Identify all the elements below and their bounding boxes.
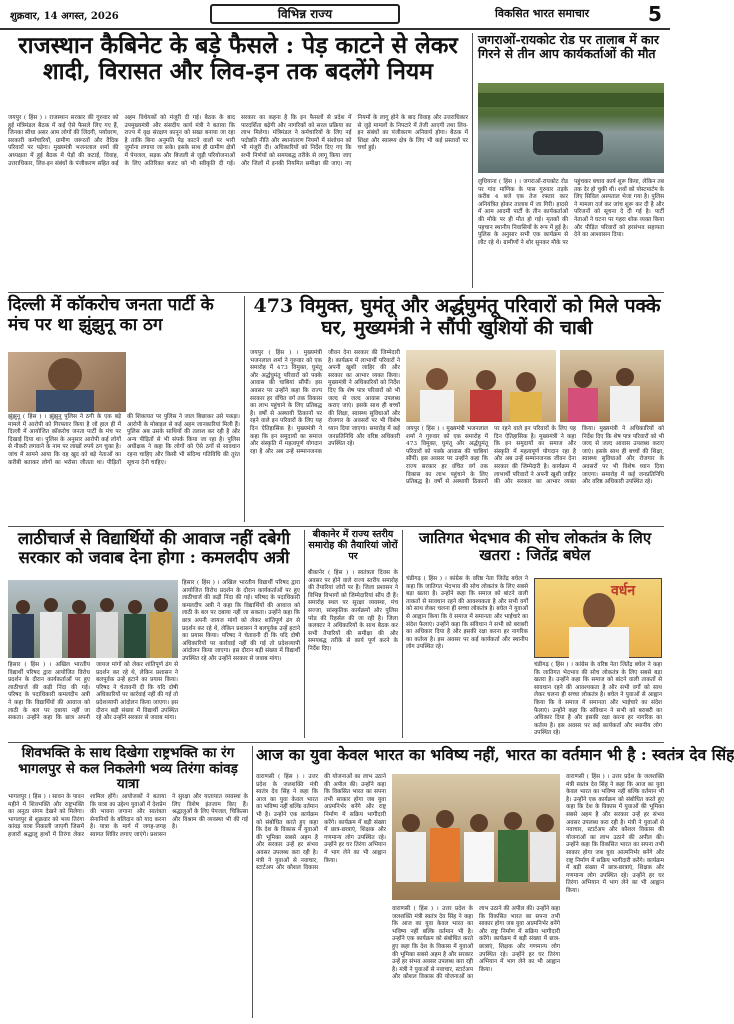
story-cockroach-party (8, 296, 240, 522)
story-housing-families (250, 296, 664, 522)
story-cockroach-party-headline: दिल्ली में कॉकरोच जनता पार्टी के मंच पर था झुंझुनू का ठग (8, 295, 214, 335)
story-caste-discrimination-body: चंडीगढ़ ( हिंस ) । कांग्रेस के वरिष्ठ नेता जितेंद्र बघेल ने कहा कि जातिगत भेदभाव की सोच लोकतंत्र के लिए सबसे बड़ा खतरा है। उन्होंने कहा कि समाज को बांटने वाली ताकतों से सावधान रहने की आवश्यकता है और सभी वर्गों को साथ लेकर चलना ही सच्चा लोकतंत्र है। बघेल ने युवाओं से आह्वान किया कि वे समाज में समानता और भाईचारे का संदेश फैलाएं। उन्होंने कहा कि संविधान ने सभी को बराबरी का अधिकार दिया है और इसकी रक्षा करना हर नागरिक का कर्तव्य है। इस अवसर पर कई कार्यकर्ता और स्थानीय लोग उपस्थित रहे। (406, 576, 529, 651)
story-bikaner-ceremony-body: बीकानेर ( हिंस ) । स्वतंत्रता दिवस के अवसर पर होने वाले राज्य स्तरीय समारोह की तैयारियां जोरों पर हैं। जिला प्रशासन ने विभिन्न विभागों को जिम्मेदारियां सौंप दी हैं। समारोह स्थल पर सुरक्षा व्यवस्था, मंच सज्जा, सांस्कृतिक कार्यक्रमों और पुलिस परेड की रिहर्सल की जा रही है। जिला कलक्टर ने अधिकारियों के साथ बैठक कर सभी तैयारियों की समीक्षा की और समयबद्ध तरीके से कार्य पूर्ण करने के निर्देश दिए। (308, 570, 398, 652)
story-youth-future (256, 745, 734, 1018)
youth-event-photo (392, 774, 560, 900)
divider (472, 33, 473, 288)
story-caste-discrimination-headline: जातिगत भेदभाव की सोच लोकतंत्र के लिए खतरा : जितेंद्र बघेल (418, 529, 652, 565)
story-housing-families-body: जयपुर ( हिंस ) । मुख्यमंत्री भजनलाल शर्मा ने गुरुवार को एक समारोह में 473 विमुक्त, घुमंतू और अर्द्धघुमंतू परिवारों को पक्के आवास की चाबियां सौंपीं। इस अवसर पर उन्होंने कहा कि राज्य सरकार हर वंचित वर्ग तक विकास का लाभ पहुंचाने के लिए प्रतिबद्ध है। वर्षों से अस्थायी ठिकानों पर रहने वाले इन परिवारों के लिए यह दिन ऐतिहासिक है। मुख्यमंत्री ने कहा कि इन समुदायों का समाज और संस्कृति में महत्वपूर्ण योगदान रहा है और अब उन्हें सम्मानजनक जीवन देना सरकार की जिम्मेदारी है। कार्यक्रम में लाभार्थी परिवारों ने अपनी खुशी जाहिर की और सरकार का आभार व्यक्त किया। मुख्यमंत्री ने अधिकारियों को निर्देश दिए कि शेष पात्र परिवारों को भी जल्द से जल्द आवास उपलब्ध कराए जाएं। इसके साथ ही बच्चों की शिक्षा, स्वास्थ्य सुविधाओं और रोजगार के अवसरों पर भी विशेष ध्यान दिया जाएगा। समारोह में कई जनप्रतिनिधि और वरिष्ठ अधिकारी उपस्थित रहे। (250, 350, 400, 455)
divider (304, 530, 305, 738)
story-housing-families-body-continued: जयपुर ( हिंस ) । मुख्यमंत्री भजनलाल शर्मा ने गुरुवार को एक समारोह में 473 विमुक्त, घुमंतू और अर्द्धघुमंतू परिवारों को पक्के आवास की चाबियां सौंपीं। इस अवसर पर उन्होंने कहा कि राज्य सरकार हर वंचित वर्ग तक विकास का लाभ पहुंचाने के लिए प्रतिबद्ध है। वर्षों से अस्थायी ठिकानों पर रहने वाले इन परिवारों के लिए यह दिन ऐतिहासिक है। मुख्यमंत्री ने कहा कि इन समुदायों का समाज और संस्कृति में महत्वपूर्ण योगदान रहा है और अब उन्हें सम्मानजनक जीवन देना सरकार की जिम्मेदारी है। कार्यक्रम में लाभार्थी परिवारों ने अपनी खुशी जाहिर की और सरकार का आभार व्यक्त किया। मुख्यमंत्री ने अधिकारियों को निर्देश दिए कि शेष पात्र परिवारों को भी जल्द से जल्द आवास उपलब्ध कराए जाएं। इसके साथ ही बच्चों की शिक्षा, स्वास्थ्य सुविधाओं और रोजगार के अवसरों पर भी विशेष ध्यान दिया जाएगा। समारोह में कई जनप्रतिनिधि और वरिष्ठ अधिकारी उपस्थित रहे। (406, 426, 664, 486)
student-protest-photo (8, 580, 178, 658)
story-bikaner-ceremony (308, 530, 398, 738)
story-bikaner-ceremony-headline: बीकानेर में राज्य स्तरीय समारोह की तैयारियां जोरों पर (308, 529, 398, 562)
story-rajasthan-cabinet-headline: राजस्थान कैबिनेट के बड़े फैसले : पेड़ काटने से लेकर शादी, विरासत और लिव-इन तक बदलेंगे नियम (18, 32, 458, 86)
story-lathicharge-body: हिसार ( हिंस ) । अखिल भारतीय विद्यार्थी परिषद द्वारा आयोजित विरोध प्रदर्शन के दौरान कार्यकर्ताओं पर हुए लाठीचार्ज की कड़ी निंदा की गई। परिषद के पदाधिकारी कमलदीप अत्री ने कहा कि विद्यार्थियों की आवाज को लाठी के बल पर दबाया नहीं जा सकता। उन्होंने कहा कि छात्र अपनी जायज मांगों को लेकर शांतिपूर्ण ढंग से प्रदर्शन कर रहे थे, लेकिन प्रशासन ने बलपूर्वक उन्हें हटाने का प्रयास किया। परिषद ने चेतावनी दी कि यदि दोषी अधिकारियों पर कार्रवाई नहीं की गई तो प्रदेशव्यापी आंदोलन किया जाएगा। इस दौरान बड़ी संख्या में विद्यार्थी उपस्थित रहे और उन्होंने सरकार से जवाब मांगा। (182, 580, 300, 662)
pond-accident-photo (478, 83, 664, 173)
divider (8, 292, 664, 293)
story-caste-discrimination-body-continued: चंडीगढ़ ( हिंस ) । कांग्रेस के वरिष्ठ नेता जितेंद्र बघेल ने कहा कि जातिगत भेदभाव की सोच लोकतंत्र के लिए सबसे बड़ा खतरा है। उन्होंने कहा कि समाज को बांटने वाली ताकतों से सावधान रहने की आवश्यकता है और सभी वर्गों को साथ लेकर चलना ही सच्चा लोकतंत्र है। बघेल ने युवाओं से आह्वान किया कि वे समाज में समानता और भाईचारे का संदेश फैलाएं। उन्होंने कहा कि संविधान ने सभी को बराबरी का अधिकार दिया है और इसकी रक्षा करना हर नागरिक का कर्तव्य है। इस अवसर पर कई कार्यकर्ता और स्थानीय लोग उपस्थित रहे। (534, 662, 662, 737)
story-youth-future-body: वाराणसी ( हिंस ) । उत्तर प्रदेश के जलशक्ति मंत्री स्वतंत्र देव सिंह ने कहा कि आज का युवा केवल भारत का भविष्य नहीं बल्कि वर्तमान भी है। उन्होंने एक कार्यक्रम को संबोधित करते हुए कहा कि देश के विकास में युवाओं की भूमिका सबसे अहम है और सरकार उन्हें हर संभव अवसर उपलब्ध करा रही है। मंत्री ने युवाओं से नवाचार, स्टार्टअप और कौशल विकास की योजनाओं का लाभ उठाने की अपील की। उन्होंने कहा कि विकसित भारत का सपना तभी साकार होगा जब युवा आत्मनिर्भर बनेंगे और राष्ट्र निर्माण में सक्रिय भागीदारी करेंगे। कार्यक्रम में बड़ी संख्या में छात्र-छात्राएं, शिक्षक और गणमान्य लोग उपस्थित रहे। उन्होंने हर घर तिरंगा अभियान में भाग लेने का भी आह्वान किया। (256, 774, 386, 872)
cm-handing-keys-photo (406, 350, 556, 422)
story-tiranga-kanwar (8, 746, 248, 1018)
story-lathicharge (8, 530, 300, 738)
story-car-accident (478, 33, 664, 288)
divider (8, 742, 664, 743)
masthead-section: विभिन्न राज्य (210, 4, 400, 24)
beneficiaries-photo (560, 350, 664, 422)
story-youth-future-headline: आज का युवा केवल भारत का भविष्य नहीं, भारत का वर्तमान भी है : स्वतंत्र देव सिंह (256, 745, 734, 764)
story-youth-future-body-continued: वाराणसी ( हिंस ) । उत्तर प्रदेश के जलशक्ति मंत्री स्वतंत्र देव सिंह ने कहा कि आज का युवा केवल भारत का भविष्य नहीं बल्कि वर्तमान भी है। उन्होंने एक कार्यक्रम को संबोधित करते हुए कहा कि देश के विकास में युवाओं की भूमिका सबसे अहम है और सरकार उन्हें हर संभव अवसर उपलब्ध करा रही है। मंत्री ने युवाओं से नवाचार, स्टार्टअप और कौशल विकास की योजनाओं का लाभ उठाने की अपील की। उन्होंने कहा कि विकसित भारत का सपना तभी साकार होगा जब युवा आत्मनिर्भर बनेंगे और राष्ट्र निर्माण में सक्रिय भागीदारी करेंगे। कार्यक्रम में बड़ी संख्या में छात्र-छात्राएं, शिक्षक और गणमान्य लोग उपस्थित रहे। उन्होंने हर घर तिरंगा अभियान में भाग लेने का भी आह्वान किया। (392, 906, 560, 981)
divider (244, 296, 245, 522)
jitendra-baghel-photo (534, 578, 662, 658)
divider (402, 530, 403, 738)
story-rajasthan-cabinet (8, 33, 468, 288)
masthead (0, 0, 670, 30)
story-car-accident-headline: जगराओं-रायकोट रोड पर तालाब में कार गिरने से तीन आप कार्यकर्ताओं की मौत (478, 32, 660, 62)
story-tiranga-kanwar-body: भागलपुर ( हिंस ) । सावन के पावन महीने में शिवभक्ति और राष्ट्रभक्ति का अनूठा संगम देखने को मिलेगा। भागलपुर से शुक्रवार को भव्य तिरंगा कांवड़ यात्रा निकाली जाएगी जिसमें हजारों श्रद्धालु हाथों में तिरंगा लेकर शामिल होंगे। आयोजकों ने बताया कि यात्रा का उद्देश्य युवाओं में देशप्रेम की भावना जगाना और स्वतंत्रता सेनानियों के बलिदान को याद करना है। यात्रा के मार्ग में जगह-जगह स्वागत शिविर लगाए जाएंगे। प्रशासन ने सुरक्षा और यातायात व्यवस्था के लिए विशेष इंतजाम किए हैं। श्रद्धालुओं के लिए पेयजल, चिकित्सा और विश्राम की व्यवस्था भी की गई है। (8, 794, 248, 838)
masthead-paper-name: विकसित भारत समाचार (495, 7, 590, 20)
accused-photo (8, 352, 126, 412)
story-caste-discrimination (406, 530, 664, 738)
story-cockroach-party-body: झुंझुनू ( हिंस ) । झुंझुनू पुलिस ने ठगी के एक बड़े मामले में आरोपी को गिरफ्तार किया है जो हाल ही में दिल्ली में आयोजित कॉकरोच जनता पार्टी के मंच पर दिखाई दिया था। पुलिस के अनुसार आरोपी कई लोगों से नौकरी लगवाने के नाम पर लाखों रुपये ठग चुका है। जांच में सामने आया कि वह खुद को बड़े नेताओं का करीबी बताकर लोगों का भरोसा जीतता था। पीड़ितों की शिकायत पर पुलिस ने जाल बिछाकर उसे पकड़ा। आरोपी के मोबाइल से कई अहम जानकारियां मिली हैं। पुलिस अब उसके साथियों की तलाश कर रही है और अन्य पीड़ितों से भी संपर्क किया जा रहा है। पुलिस अधीक्षक ने कहा कि लोगों को ऐसे ठगों से सावधान रहना चाहिए और किसी भी संदिग्ध गतिविधि की तुरंत सूचना देनी चाहिए। (8, 414, 240, 466)
story-rajasthan-cabinet-body: जयपुर ( हिंस ) । राजस्थान सरकार की गुरुवार को हुई मंत्रिमंडल बैठक में कई ऐसे फैसले लिए गए हैं, जिनका सीधा असर आम लोगों की जिंदगी, पर्यावरण, सरकारी कर्मचारियों, ग्रामीण जरूरतों और वैदिक परिवारों पर पड़ेगा। मुख्यमंत्री भजनलाल शर्मा की अध्यक्षता में हुई बैठक में पेड़ों की कटाई, विवाह, उत्तराधिकार, लिव-इन संबंधों के पंजीकरण सहित कई अहम विधेयकों को मंजूरी दी गई। बैठक के बाद उपमुख्यमंत्री और संसदीय कार्य मंत्री ने बताया कि राज्य में वृक्ष संरक्षण कानून को सख्त बनाया जा रहा है ताकि बिना अनुमति पेड़ काटने वालों पर भारी जुर्माना लगाया जा सके। इसके साथ ही ग्रामीण क्षेत्रों में पेयजल, सड़क और बिजली से जुड़ी परियोजनाओं के लिए अतिरिक्त बजट को भी स्वीकृति दी गई। सरकार का कहना है कि इन फैसलों से प्रदेश में पारदर्शिता बढ़ेगी और नागरिकों को सरल प्रक्रिया का लाभ मिलेगा। मंत्रिमंडल ने कर्मचारियों के लिए नई पदोन्नति नीति और स्थानांतरण नियमों में संशोधन को भी मंजूरी दी। अधिकारियों को निर्देश दिए गए कि सभी निर्णयों को समयबद्ध तरीके से लागू किया जाए और जिलों में इनकी नियमित समीक्षा की जाए। नए नियमों के लागू होने के बाद विवाह और उत्तराधिकार से जुड़े मामलों के निपटारे में तेजी आएगी तथा लिव-इन संबंधों का पंजीकरण अनिवार्य होगा। बैठक में शिक्षा और स्वास्थ्य क्षेत्र के लिए भी कई प्रस्तावों पर चर्चा हुई। (8, 115, 468, 167)
page-number: 5 (640, 0, 670, 28)
story-housing-families-headline: 473 विमुक्त, घुमंतू और अर्द्धघुमंतू परिवारों को मिले पक्के घर, मुख्यमंत्री ने सौंपी खुशियों की चाबी (253, 295, 661, 339)
story-lathicharge-body-continued: हिसार ( हिंस ) । अखिल भारतीय विद्यार्थी परिषद द्वारा आयोजित विरोध प्रदर्शन के दौरान कार्यकर्ताओं पर हुए लाठीचार्ज की कड़ी निंदा की गई। परिषद के पदाधिकारी कमलदीप अत्री ने कहा कि विद्यार्थियों की आवाज को लाठी के बल पर दबाया नहीं जा सकता। उन्होंने कहा कि छात्र अपनी जायज मांगों को लेकर शांतिपूर्ण ढंग से प्रदर्शन कर रहे थे, लेकिन प्रशासन ने बलपूर्वक उन्हें हटाने का प्रयास किया। परिषद ने चेतावनी दी कि यदि दोषी अधिकारियों पर कार्रवाई नहीं की गई तो प्रदेशव्यापी आंदोलन किया जाएगा। इस दौरान बड़ी संख्या में विद्यार्थी उपस्थित रहे और उन्होंने सरकार से जवाब मांगा। (8, 662, 178, 722)
masthead-date: शुक्रवार, 14 अगस्त, 2026 (10, 11, 119, 22)
divider (252, 746, 253, 1018)
story-youth-future-body-right: वाराणसी ( हिंस ) । उत्तर प्रदेश के जलशक्ति मंत्री स्वतंत्र देव सिंह ने कहा कि आज का युवा केवल भारत का भविष्य नहीं बल्कि वर्तमान भी है। उन्होंने एक कार्यक्रम को संबोधित करते हुए कहा कि देश के विकास में युवाओं की भूमिका सबसे अहम है और सरकार उन्हें हर संभव अवसर उपलब्ध करा रही है। मंत्री ने युवाओं से नवाचार, स्टार्टअप और कौशल विकास की योजनाओं का लाभ उठाने की अपील की। उन्होंने कहा कि विकसित भारत का सपना तभी साकार होगा जब युवा आत्मनिर्भर बनेंगे और राष्ट्र निर्माण में सक्रिय भागीदारी करेंगे। कार्यक्रम में बड़ी संख्या में छात्र-छात्राएं, शिक्षक और गणमान्य लोग उपस्थित रहे। उन्होंने हर घर तिरंगा अभियान में भाग लेने का भी आह्वान किया। (566, 774, 664, 894)
story-lathicharge-headline: लाठीचार्ज से विद्यार्थियों की आवाज नहीं दबेगी सरकार को जवाब देना होगा : कमलदीप अत्री (17, 529, 291, 567)
photo-caption: वर्धन (611, 583, 636, 599)
divider (8, 526, 664, 527)
story-tiranga-kanwar-headline: शिवभक्ति के साथ दिखेगा राष्ट्रभक्ति का रंग भागलपुर से कल निकलेगी भव्य तिरंगा कांवड़ यात्रा (18, 745, 238, 793)
story-car-accident-body: लुधियाना ( हिंस ) । जगराओं-रायकोट रोड पर गांव माणिक के पास गुरुवार तड़के करीब 4 बजे एक तेज रफ्तार कार अनियंत्रित होकर तालाब में जा गिरी। हादसे में आम आदमी पार्टी के तीन कार्यकर्ताओं की मौके पर ही मौत हो गई। मृतकों की पहचान स्थानीय निवासियों के रूप में हुई है। पुलिस के अनुसार सभी एक कार्यक्रम से लौट रहे थे। ग्रामीणों ने शोर सुनकर मौके पर पहुंचकर बचाव कार्य शुरू किया, लेकिन तब तक देर हो चुकी थी। शवों को पोस्टमार्टम के लिए सिविल अस्पताल भेजा गया है। पुलिस ने मामला दर्ज कर जांच शुरू कर दी है और परिजनों को सूचना दे दी गई है। पार्टी नेताओं ने घटना पर गहरा शोक व्यक्त किया और पीड़ित परिवारों को हरसंभव सहायता देने का आश्वासन दिया। (478, 179, 664, 246)
